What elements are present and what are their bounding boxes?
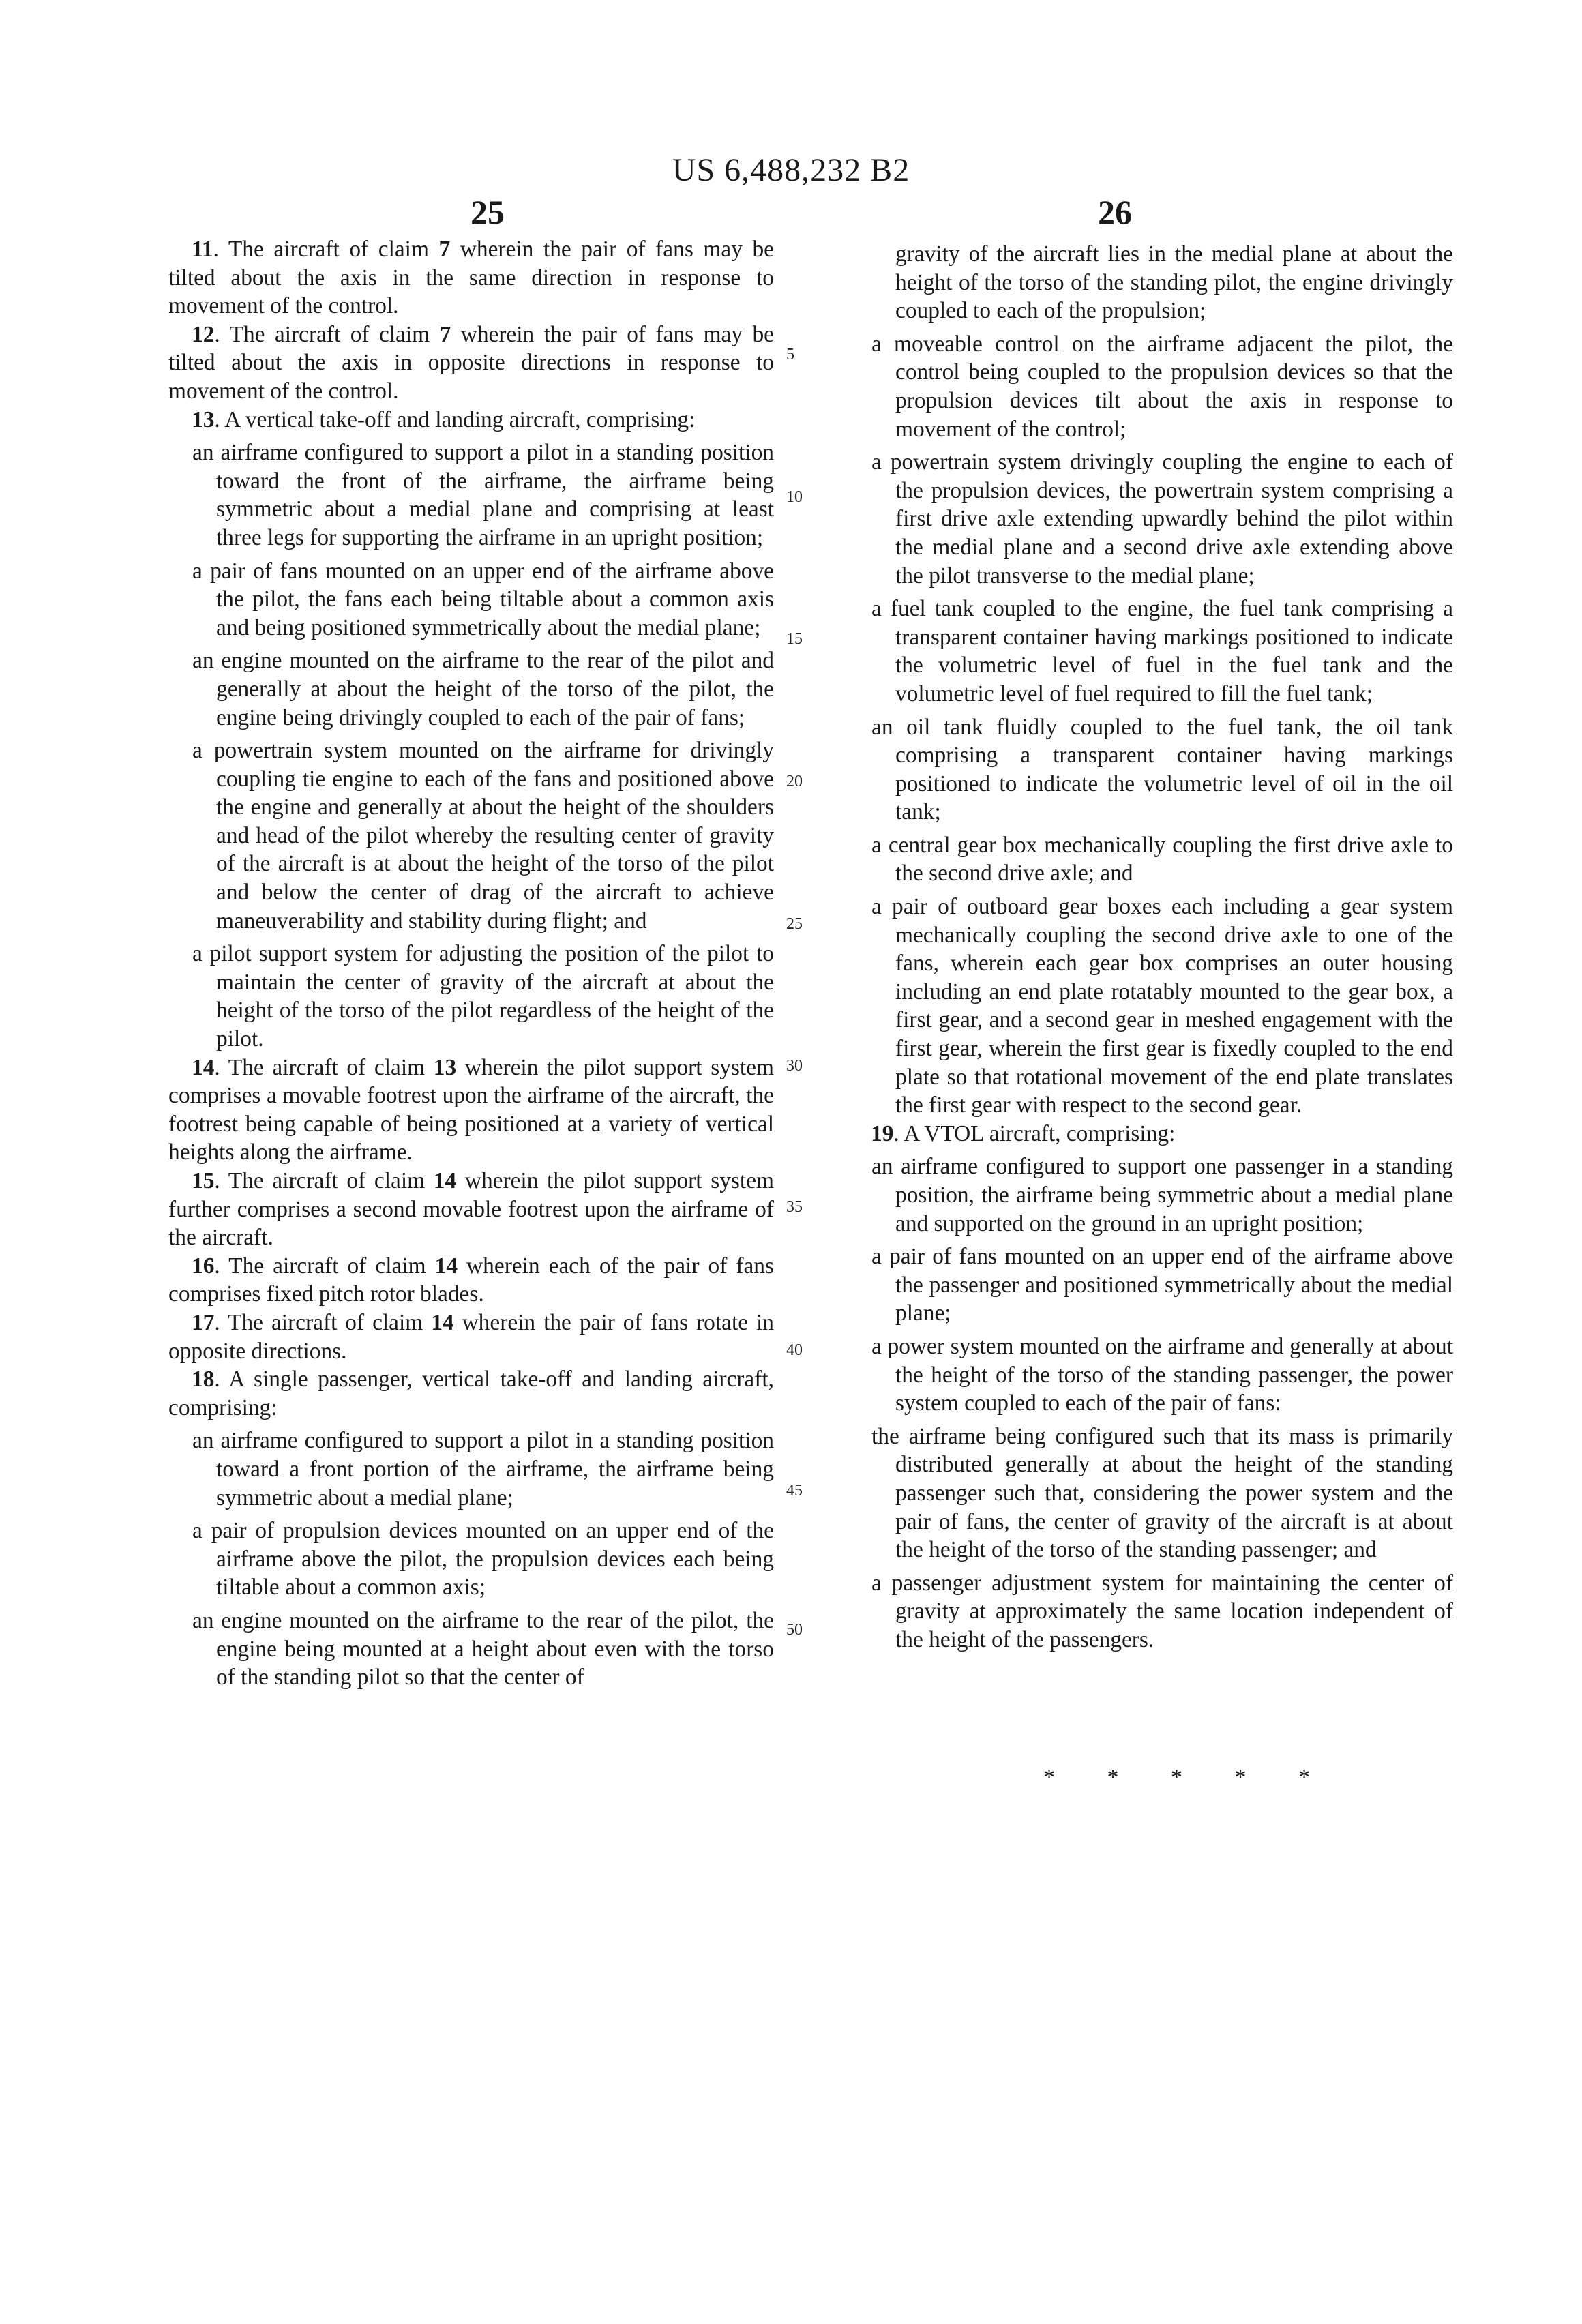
claim-paragraph xyxy=(168,1252,774,1309)
line-number: 30 xyxy=(786,1057,803,1075)
claim-element: an airframe configured to support a pilot in a standing position toward the front of the airframe, the airframe being symmetric about a medial plane and comprising at least three legs for supporting the airframe in an upright position; xyxy=(192,440,774,550)
claim-element: a moveable control on the airframe adjacent the pilot, the control being coupled to the propulsion devices so that the propulsion devices tilt about the axis in response to movement of the control; xyxy=(871,331,1453,442)
claim-paragraph xyxy=(168,1167,774,1252)
patent-number: US 6,488,232 B2 xyxy=(672,152,910,188)
claim-text: . A VTOL aircraft, comprising: xyxy=(893,1120,1176,1146)
claim-paragraph xyxy=(848,1120,1453,1148)
claim-text: . The aircraft of claim xyxy=(214,1168,434,1193)
claim-text: . The aircraft of claim xyxy=(214,1054,434,1080)
claim-reference: 14 xyxy=(434,1253,458,1279)
claim-element: a pair of propulsion devices mounted on an upper end of the airframe above the pilot, the propulsion devices each being tiltable about a common axis; xyxy=(192,1518,774,1600)
claim-number: 15 xyxy=(192,1168,215,1193)
claim-number: 12 xyxy=(192,321,215,347)
claim-text: . The aircraft of claim xyxy=(214,1309,432,1335)
claim-element: a central gear box mechanically coupling the first drive axle to the second drive axle; and xyxy=(871,832,1453,887)
claim-text-rest: wherein the pair of fans may be tilted about the axis in the same direction in response to movement of the control. xyxy=(168,237,774,319)
claim-element: an oil tank fluidly coupled to the fuel tank, the oil tank comprising a transparent container having markings positioned to indicate the volumetric level of oil in the oil tank; xyxy=(871,714,1453,825)
claim-element: a passenger adjustment system for maintaining the center of gravity at approximately the same location independent of the height of the passengers. xyxy=(871,1570,1453,1652)
claim-element: an engine mounted on the airframe to the rear of the pilot and generally at about the height of the torso of the pilot, the engine being drivingly coupled to each of the pair of fans; xyxy=(192,648,774,730)
claim-element: a pilot support system for adjusting the position of the pilot to maintain the center of gravity of the aircraft at about the height of the torso of the pilot regardless of the height of the pilot. xyxy=(192,941,774,1052)
claim-reference: 7 xyxy=(438,237,451,262)
line-number: 5 xyxy=(786,346,794,363)
claim-text-rest: wherein the pilot support system further comprises a second movable footrest upon the airframe of the aircraft. xyxy=(168,1168,774,1251)
claim-text: . The aircraft of claim xyxy=(214,321,440,347)
line-number: 50 xyxy=(786,1621,803,1639)
line-number: 10 xyxy=(786,488,803,506)
line-number: 25 xyxy=(786,915,803,933)
line-number: 15 xyxy=(786,630,803,648)
claim-number: 19 xyxy=(871,1120,894,1146)
claim-text-rest: wherein the pair of fans may be tilted about the axis in opposite directions in response to movement of the control. xyxy=(168,321,775,404)
claim-paragraph xyxy=(168,321,774,406)
claim-element: an engine mounted on the airframe to the rear of the pilot, the engine being mounted at a height about even with the torso of the standing pilot so that the center of xyxy=(192,1607,774,1690)
claim-reference: 7 xyxy=(439,321,451,347)
claim-element-continued: gravity of the aircraft lies in the medial plane at about the height of the torso of the standing pilot, the engine drivingly coupled to each of the propulsion; xyxy=(895,241,1453,324)
claim-text: . A single passenger, vertical take-off and landing aircraft, comprising: xyxy=(168,1367,774,1420)
claim-number: 14 xyxy=(192,1054,215,1080)
claim-paragraph xyxy=(168,1054,774,1167)
claim-element: a powertrain system drivingly coupling the engine to each of the propulsion devices, the powertrain system comprising a first drive axle extending upwardly behind the pilot within the medial plane and a second drive axle extending above the pilot transverse to the medial plane; xyxy=(871,449,1453,589)
claim-element: an airframe configured to support a pilot in a standing position toward a front portion of the airframe, the airframe being symmetric about a medial plane; xyxy=(192,1428,774,1510)
claim-element: the airframe being configured such that its mass is primarily distributed generally at about the height of the standing passenger such that, considering the power system and the pair of fans, the center of gravity of the aircraft is at about the height of the torso of the standing passenger; and xyxy=(871,1423,1453,1563)
line-number: 40 xyxy=(786,1341,803,1359)
claim-element: a pair of fans mounted on an upper end of the airframe above the pilot, the fans each being tiltable about a common axis and being positioned symmetrically about the medial plane; xyxy=(192,558,774,640)
claim-text-rest: wherein the pilot support system comprises a movable footrest upon the airframe of the aircraft, the footrest being capable of being positioned at a variety of vertical heights along the airframe. xyxy=(168,1054,774,1165)
claim-paragraph xyxy=(168,1365,774,1422)
left-column xyxy=(168,235,774,1692)
claim-number: 18 xyxy=(192,1367,215,1392)
claim-text: . The aircraft of claim xyxy=(214,1253,435,1279)
claim-element: an airframe configured to support one passenger in a standing position, the airframe being symmetric about a medial plane and supported on the ground in an upright position; xyxy=(871,1154,1453,1236)
claim-reference: 14 xyxy=(433,1168,457,1193)
claim-element: a powertrain system mounted on the airframe for drivingly coupling tie engine to each of the fans and positioned above the engine and generally at about the height of the shoulders and head of the pilot whereby the resulting center of gravity of the aircraft is at about the height of the torso of the pilot and below the center of drag of the aircraft to achieve maneuverability and stability during flight; and xyxy=(192,738,774,934)
page-number-right: 26 xyxy=(1098,193,1132,231)
claim-text: . The aircraft of claim xyxy=(213,237,439,262)
claim-element: a power system mounted on the airframe and generally at about the height of the torso of the standing passenger, the power system coupled to each of the pair of fans: xyxy=(871,1333,1453,1416)
page-number-left: 25 xyxy=(471,193,505,231)
claim-reference: 13 xyxy=(433,1054,457,1080)
claim-reference: 14 xyxy=(431,1309,454,1335)
claim-number: 13 xyxy=(192,406,215,432)
right-column xyxy=(848,235,1453,1654)
claim-element: a pair of outboard gear boxes each including a gear system mechanically coupling the second drive axle to one of the fans, wherein each gear box comprises an outer housing including an end plate rotatably mounted to the gear box, a first gear, and a second gear in meshed engagement with the first gear, wherein the first gear is fixedly coupled to the end plate so that rotational movement of the end plate translates the first gear with respect to the second gear. xyxy=(871,894,1453,1118)
claim-number: 11 xyxy=(192,237,213,262)
claim-paragraph xyxy=(168,235,774,321)
claim-number: 16 xyxy=(192,1253,215,1279)
line-number: 45 xyxy=(786,1482,803,1500)
claim-paragraph xyxy=(168,1309,774,1365)
claim-element: a fuel tank coupled to the engine, the fuel tank comprising a transparent container having markings positioned to indicate the volumetric level of fuel in the fuel tank and the volumetric level of fuel required to fill the fuel tank; xyxy=(871,596,1453,706)
end-marks: * * * * * xyxy=(1043,1765,1333,1790)
claim-paragraph xyxy=(168,406,774,434)
claim-number: 17 xyxy=(192,1309,215,1335)
claim-text: . A vertical take-off and landing aircraft, comprising: xyxy=(214,406,696,432)
claim-text-rest: wherein the pair of fans rotate in opposite directions. xyxy=(168,1309,775,1364)
line-number: 35 xyxy=(786,1198,803,1216)
claim-text-rest: wherein each of the pair of fans comprises fixed pitch rotor blades. xyxy=(168,1253,774,1307)
line-number: 20 xyxy=(786,773,803,790)
claim-element: a pair of fans mounted on an upper end of the airframe above the passenger and positioned symmetrically about the medial plane; xyxy=(871,1244,1453,1326)
